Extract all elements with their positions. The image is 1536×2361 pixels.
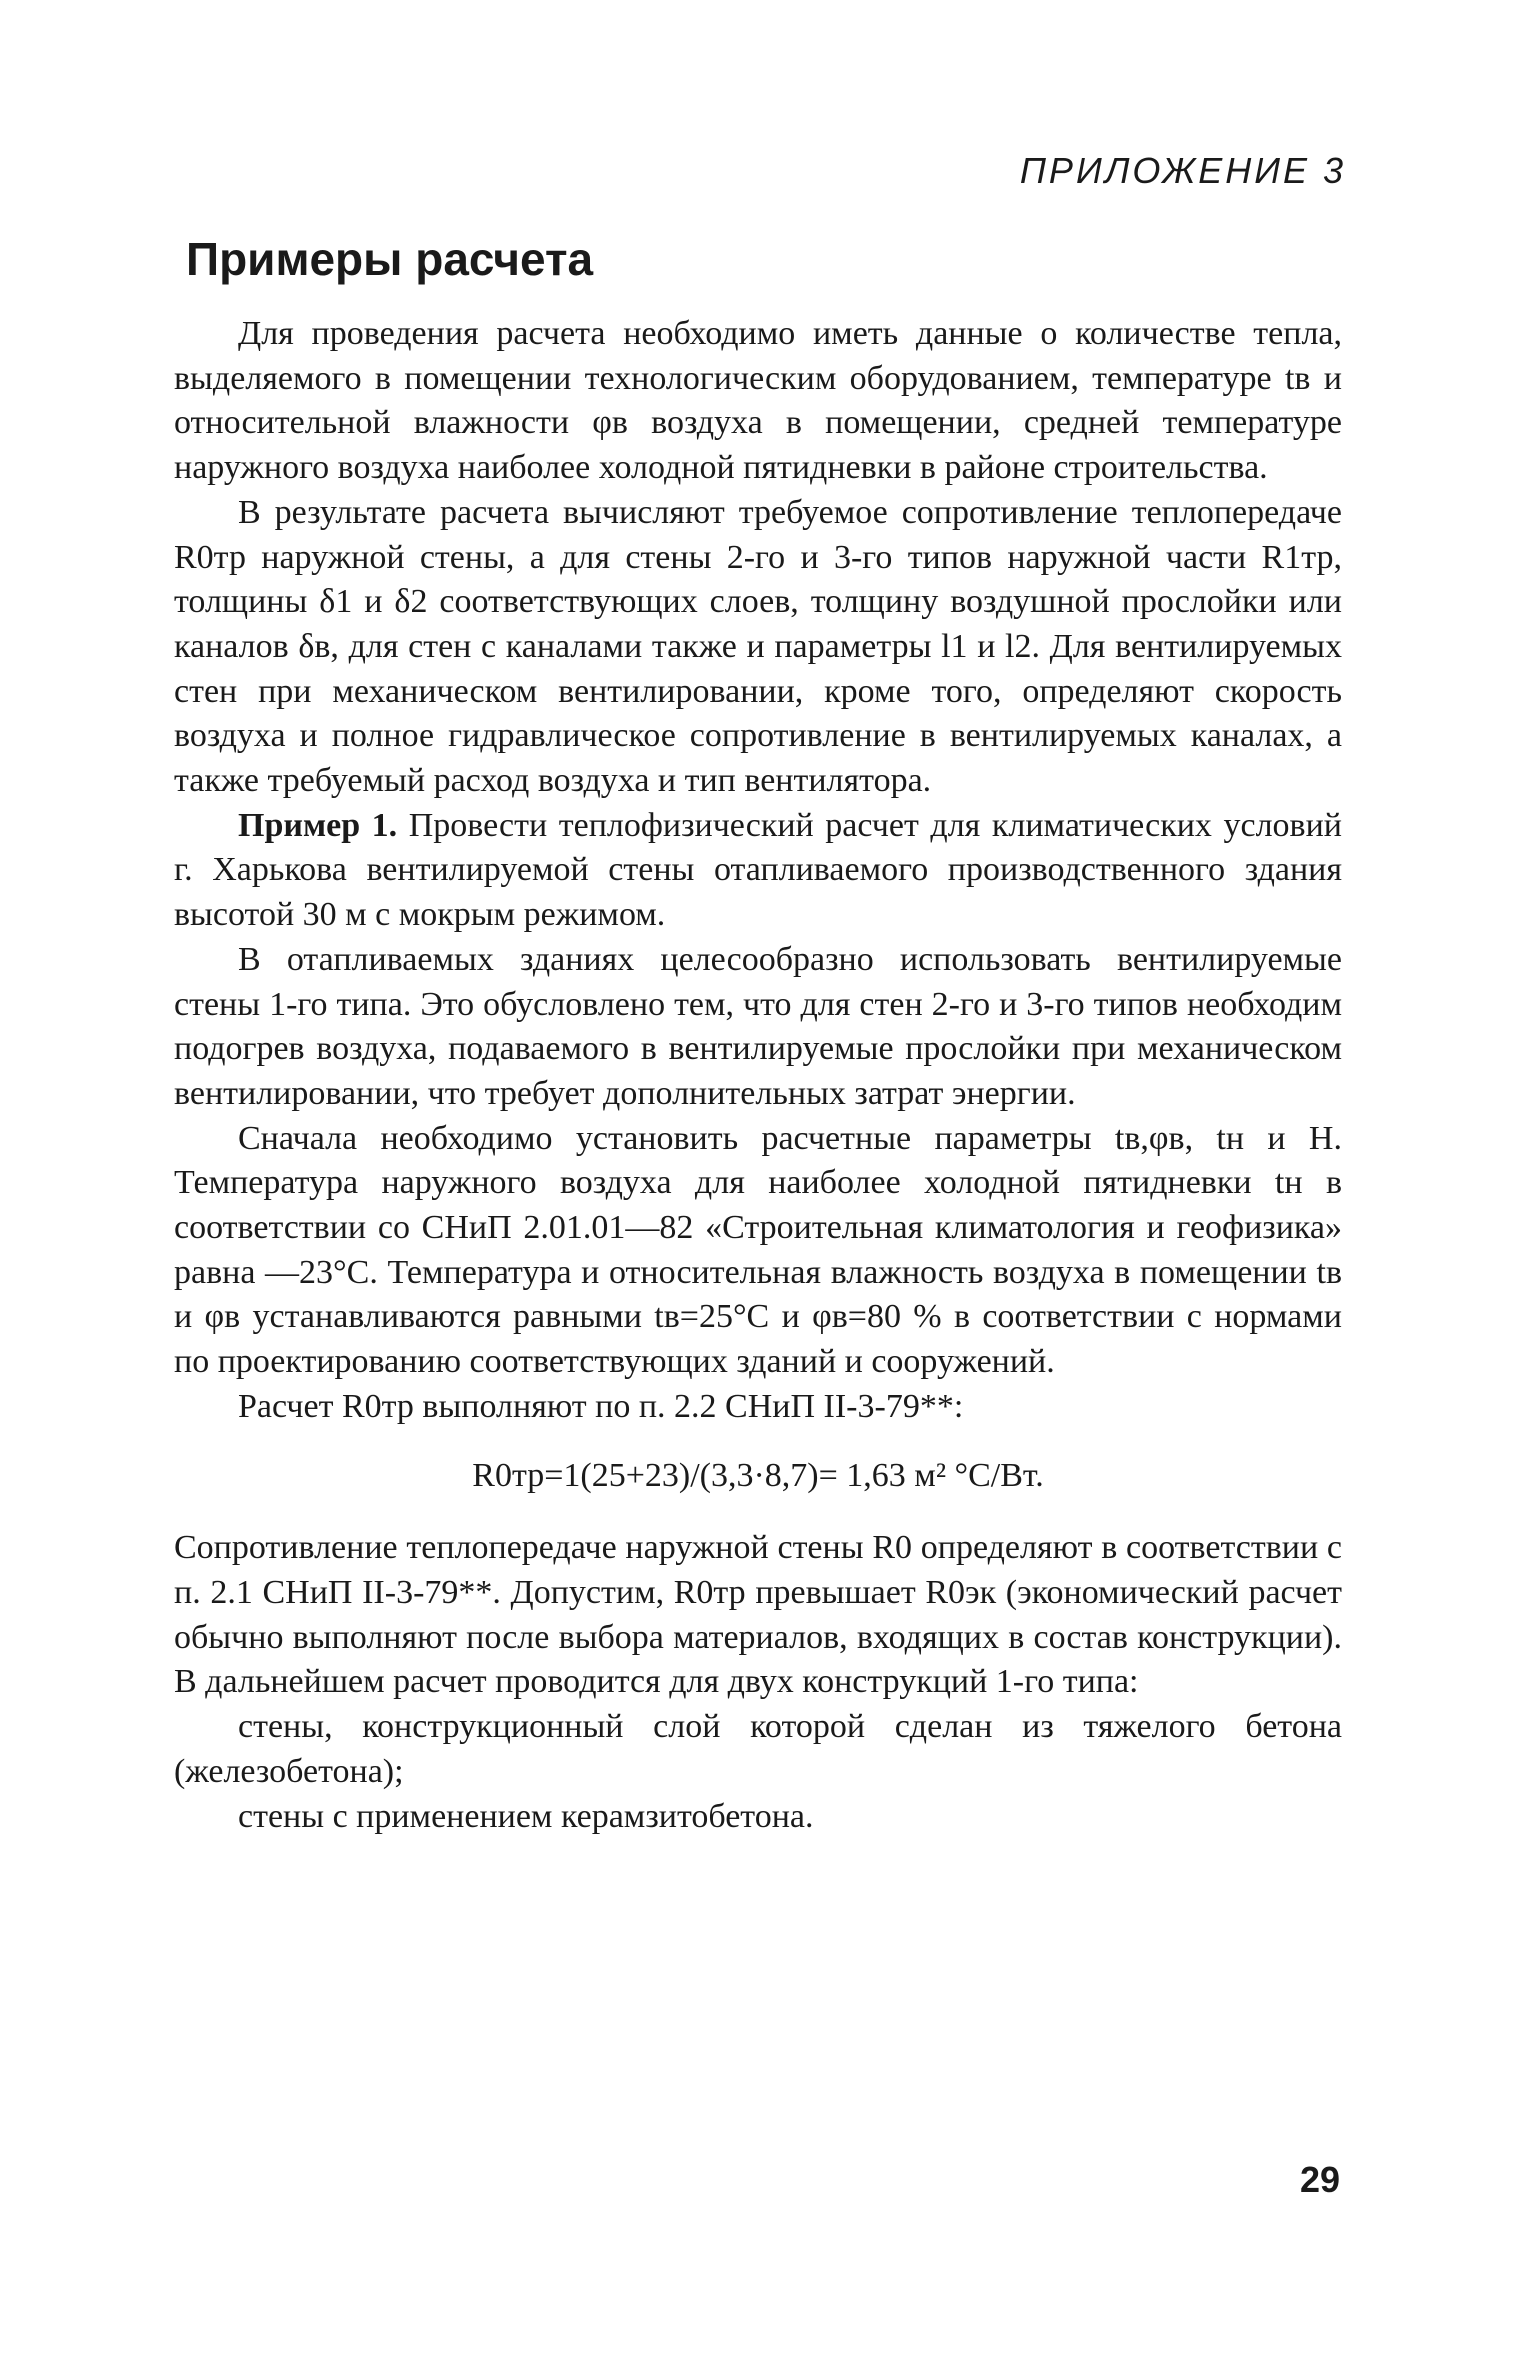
- example-label: Пример 1.: [238, 806, 398, 844]
- paragraph: Сначала необходимо установить расчетные параметры tв,φв, tн и H. Температура наружного воздуха для наиболее холодной пятидневки tн в соответствии со СНиП 2.01.01—82 «Строительная климатология и геофизика» равна —23°С. Температура и относительная влажность воздуха в помещении tв и φв устанавливаются равными tв=25°С и φв=80 % в соответствии с нормами по проектированию соответствующих зданий и сооружений.: [174, 1119, 1342, 1381]
- paragraph: В результате расчета вычисляют требуемое сопротивление теплопередаче R0тр наружной стены, а для стены 2-го и 3-го типов наружной части R1тр, толщины δ1 и δ2 соответствующих слоев, толщину воздушной прослойки или каналов δв, для стен с каналами также и параметры l1 и l2. Для вентилируемых стен при механическом вентилировании, кроме того, определяют скорость воздуха и полное гидравлическое сопротивление в вентилируемых каналах, а также требуемый расход воздуха и тип вентилятора.: [174, 493, 1342, 800]
- body-text: [174, 312, 1342, 1839]
- formula: R0тр=1(25+23)/(3,3·8,7)= 1,63 м² °С/Вт.: [472, 1456, 1044, 1494]
- list-item: стены, конструкционный слой которой сделан из тяжелого бетона (железобетона);: [174, 1708, 1342, 1790]
- example-text: Провести теплофизический расчет для климатических условий г. Харькова вентилируемой стены отапливаемого производственного здания высотой 30 м с мокрым режимом.: [174, 806, 1342, 934]
- example-paragraph: [174, 804, 1342, 938]
- section-title: Примеры расчета: [186, 233, 594, 285]
- list-item: стены с применением керамзитобетона.: [238, 1797, 814, 1835]
- appendix-label: ПРИЛОЖЕНИЕ 3: [1019, 150, 1346, 191]
- paragraph: Расчет R0тр выполняют по п. 2.2 СНиП II-3-79**:: [238, 1387, 964, 1425]
- paragraph: Сопротивление теплопередаче наружной стены R0 определяют в соответствии с п. 2.1 СНиП II-3-79**. Допустим, R0тр превышает R0эк (экономический расчет обычно выполняют после выбора материалов, входящих в состав конструкции). В дальнейшем расчет проводится для двух конструкций 1-го типа:: [174, 1529, 1342, 1701]
- paragraph: Для проведения расчета необходимо иметь данные о количестве тепла, выделяемого в помещении технологическим оборудованием, температуре tв и относительной влажности φв воздуха в помещении, средней температуре наружного воздуха наиболее холодной пятидневки в районе строительства.: [174, 315, 1342, 487]
- paragraph: В отапливаемых зданиях целесообразно использовать вентилируемые стены 1-го типа. Это обусловлено тем, что для стен 2-го и 3-го типов необходим подогрев воздуха, подаваемого в вентилируемые прослойки при механическом вентилировании, что требует дополнительных затрат энергии.: [174, 940, 1342, 1112]
- page-number: 29: [1299, 2159, 1340, 2200]
